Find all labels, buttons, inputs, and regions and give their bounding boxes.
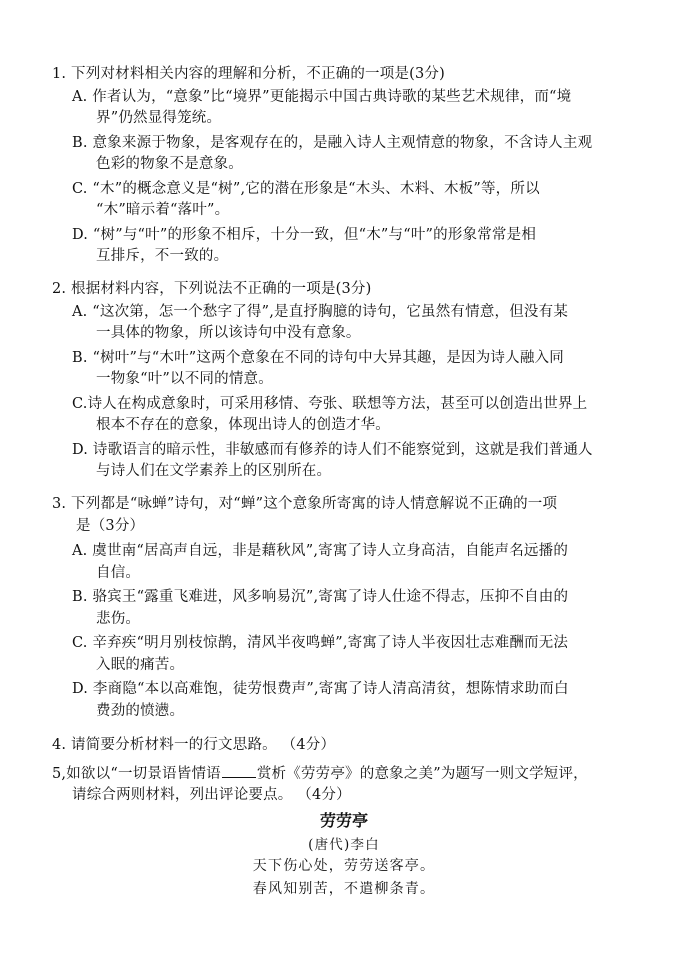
q1-option-c-line2: “木”暗示着“落叶”。 bbox=[96, 202, 230, 218]
q4-stem: 4. 请简要分析材料一的行文思路。 （4分） bbox=[52, 737, 336, 753]
q2-option-c-line2: 根本不存在的意象，体现出诗人的创造才华。 bbox=[96, 417, 390, 433]
q1-option-a-line2: 界”仍然显得笼统。 bbox=[96, 110, 222, 126]
q1-option-b-line2: 色彩的物象不是意象。 bbox=[96, 156, 243, 172]
q3-option-b-line2: 悲伤。 bbox=[96, 611, 141, 627]
q5-stem-part2: 赏析《劳劳亭》的意象之美”为题写一则文学短评， bbox=[256, 766, 588, 782]
q3-option-a-line2: 自信。 bbox=[96, 565, 141, 581]
q2-stem: 2. 根据材料内容，下列说法不正确的一项是(3分) bbox=[52, 281, 372, 297]
q2-option-a-line2: 一具体的物象，所以该诗句中没有意象。 bbox=[96, 325, 361, 341]
poem-line-1: 天下伤心处，劳劳送客亭。 bbox=[252, 858, 436, 874]
q1-option-d-line1: D. “树”与“叶”的形象不相斥，十分一致，但“木”与“叶”的形象常常是相 bbox=[72, 227, 537, 243]
q5-answer-blank[interactable] bbox=[222, 763, 256, 778]
q2-option-d-line1: D. 诗歌语言的暗示性，非敏感而有修养的诗人们不能察觉到，这就是我们普通人 bbox=[72, 442, 593, 458]
q3-stem-line1: 3. 下列都是“咏蝉”诗句，对“蝉”这个意象所寄寓的诗人情意解说不正确的一项 bbox=[52, 496, 558, 512]
q3-option-b-line1: B. 骆宾王“露重飞难进，风多响易沉”,寄寓了诗人仕途不得志，压抑不自由的 bbox=[72, 589, 569, 605]
q1-option-c-line1: C. “木”的概念意义是“树”,它的潜在形象是“木头、木料、木板”等，所以 bbox=[72, 181, 540, 197]
q2-option-b-line2: 一物象“叶”以不同的情意。 bbox=[96, 371, 273, 387]
q3-option-d-line1: D. 李商隐“本以高难饱，徒劳恨费声”,寄寓了诗人清高清贫，想陈情求助而白 bbox=[72, 681, 569, 697]
q3-option-c-line1: C. 辛弃疾“明月别枝惊鹊，清风半夜鸣蝉”,寄寓了诗人半夜因壮志难酬而无法 bbox=[72, 635, 569, 651]
q1-option-b-line1: B. 意象来源于物象，是客观存在的，是融入诗人主观情意的物象，不含诗人主观 bbox=[72, 135, 593, 151]
q5-stem-line1 bbox=[52, 763, 588, 784]
q2-option-d-line2: 与诗人们在文学素养上的区别所在。 bbox=[96, 463, 332, 479]
q1-stem: 1. 下列对材料相关内容的理解和分析，不正确的一项是(3分) bbox=[52, 66, 445, 82]
q1-option-d-line2: 互排斥，不一致的。 bbox=[96, 248, 229, 264]
poem-title: 劳劳亭 bbox=[319, 811, 368, 830]
q3-option-d-line2: 费劲的愤懑。 bbox=[96, 703, 185, 719]
q5-stem-part1: 5,如欲以“一切景语皆情语 bbox=[52, 766, 221, 782]
q1-option-a-line1: A. 作者认为，“意象”比“境界”更能揭示中国古典诗歌的某些艺术规律，而“境 bbox=[72, 89, 572, 105]
q5-stem-line2: 请综合两则材料，列出评论要点。 （4分） bbox=[72, 787, 351, 803]
poem-line-2: 春风知别苦，不遣柳条青。 bbox=[252, 881, 436, 897]
q3-stem-line2: 是（3分） bbox=[76, 518, 145, 534]
q2-option-c-line1: C.诗人在构成意象时，可采用移情、夸张、联想等方法，甚至可以创造出世界上 bbox=[72, 396, 588, 412]
q2-option-b-line1: B. “树叶”与“木叶”这两个意象在不同的诗句中大异其趣，是因为诗人融入同 bbox=[72, 350, 564, 366]
q3-option-a-line1: A. 虞世南“居高声自远，非是藉秋风”,寄寓了诗人立身高洁，自能声名远播的 bbox=[72, 543, 569, 559]
q3-option-c-line2: 入眠的痛苦。 bbox=[96, 657, 185, 673]
poem-author: (唐代)李白 bbox=[308, 837, 380, 853]
q2-option-a-line1: A. “这次第，怎一个愁字了得”,是直抒胸臆的诗句，它虽然有情意，但没有某 bbox=[72, 304, 569, 320]
